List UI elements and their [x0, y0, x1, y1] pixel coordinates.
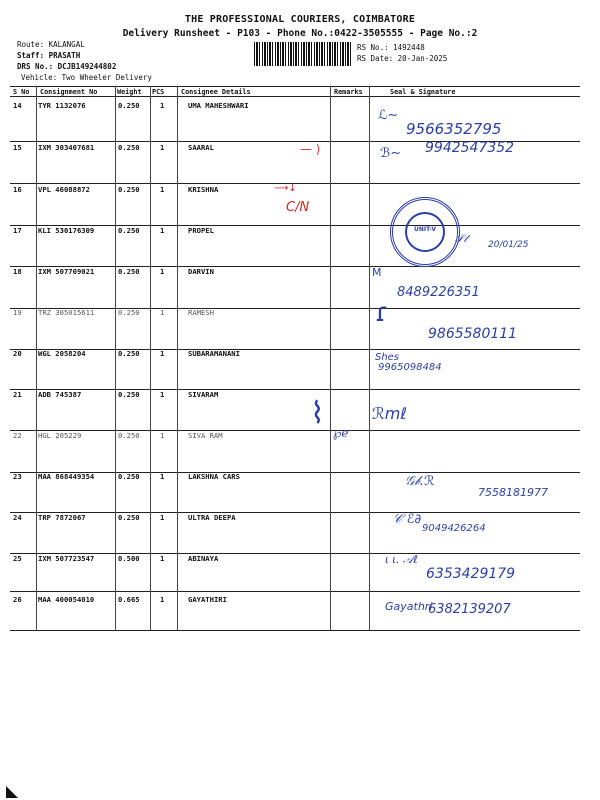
- signature-mark-22: ℘ℯ: [333, 426, 349, 440]
- route-line: [17, 39, 85, 50]
- cell-weight: 0.250: [118, 390, 140, 399]
- cell-sno: 23: [13, 472, 22, 481]
- cell-pcs: 1: [160, 513, 165, 522]
- page-corner-mark: [6, 786, 18, 798]
- cell-pcs: 1: [160, 267, 165, 276]
- signature-mark-18: M: [372, 266, 382, 279]
- col-header-remarks: Remarks: [334, 88, 363, 96]
- handwritten-phone-18: 8489226351: [397, 285, 480, 300]
- cell-consignee: SIVARAM: [188, 390, 219, 399]
- cell-weight: 0.250: [118, 267, 140, 276]
- cell-pcs: 1: [160, 349, 165, 358]
- staff-line: [17, 50, 80, 61]
- handwritten-phone-26: 6382139207: [428, 602, 511, 617]
- cell-consignee: UMA MAHESHWARI: [188, 101, 249, 110]
- handwritten-date-17: 20/01/25: [488, 240, 529, 250]
- rs-date-line: [357, 53, 447, 64]
- cell-consignee: ABINAYA: [188, 554, 219, 563]
- cell-weight: 0.250: [118, 513, 140, 522]
- signature-mark-24: 𝒞 ℰ∂: [393, 512, 422, 527]
- cell-sno: 15: [13, 143, 22, 152]
- cell-consignee: ULTRA DEEPA: [188, 513, 236, 522]
- staff-label: Staff:: [17, 51, 45, 60]
- cell-consignment: IXM 303407681: [38, 143, 95, 152]
- route-label: Route:: [17, 40, 45, 49]
- runsheet-subtitle: Delivery Runsheet - P103 - Phone No.:0422-3505555 - Page No.:2: [122, 28, 478, 39]
- cell-sno: 18: [13, 267, 22, 276]
- signature-curve-21: ⌇: [310, 396, 325, 431]
- cell-weight: 0.665: [118, 595, 140, 604]
- cell-consignee: SAARAL: [188, 143, 214, 152]
- cell-consignee: GAYATHIRI: [188, 595, 227, 604]
- handwritten-phone-23: 7558181977: [478, 486, 548, 499]
- cell-pcs: 1: [160, 226, 165, 235]
- handwritten-name-26: Gayathri: [385, 600, 433, 613]
- cell-consignment: TRZ 305015611: [38, 308, 95, 317]
- signature-mark-25: ι ι. 𝒜ℓ: [385, 553, 418, 566]
- cell-pcs: 1: [160, 185, 165, 194]
- col-header-seal-signature: Seal & Signature: [390, 88, 456, 96]
- cell-weight: 0.500: [118, 554, 140, 563]
- red-arrow-mark: — ⟩: [300, 142, 321, 156]
- cell-pcs: 1: [160, 431, 165, 440]
- cell-consignment: MAA 868449354: [38, 472, 95, 481]
- cell-consignment: MAA 400054010: [38, 595, 95, 604]
- cell-consignee: PROPEL: [188, 226, 214, 235]
- col-header-consignee: Consignee Details: [181, 88, 251, 96]
- cell-consignee: LAKSHNA CARS: [188, 472, 240, 481]
- vehicle-label: Vehicle:: [21, 73, 58, 82]
- cell-consignee: SIVA RAM: [188, 431, 223, 440]
- cell-weight: 0.250: [118, 185, 140, 194]
- drs-line: [17, 61, 116, 72]
- cell-weight: 0.250: [118, 308, 140, 317]
- signature-mark-15: ℬ∼: [380, 146, 402, 161]
- cell-consignee: SUBARAMANANI: [188, 349, 240, 358]
- handwritten-remark-16: C/N: [286, 200, 310, 215]
- route-value: KALANGAL: [48, 40, 85, 49]
- cell-pcs: 1: [160, 308, 165, 317]
- signature-mark-17: 𝒮𝓉: [455, 232, 468, 245]
- col-header-weight: Weight: [117, 88, 142, 96]
- cell-weight: 0.250: [118, 349, 140, 358]
- cell-weight: 0.250: [118, 101, 140, 110]
- cell-weight: 0.250: [118, 226, 140, 235]
- cell-pcs: 1: [160, 390, 165, 399]
- cell-pcs: 1: [160, 101, 165, 110]
- cell-sno: 24: [13, 513, 22, 522]
- drs-value: DCJB149244802: [57, 62, 117, 71]
- cell-consignment: TRP 7872067: [38, 513, 86, 522]
- company-seal-text: UNIT-V: [413, 226, 437, 233]
- cell-consignment: VPL 46088872: [38, 185, 90, 194]
- signature-mark-19: ɾ: [375, 298, 389, 328]
- cell-consignment: KLI 530176309: [38, 226, 95, 235]
- cell-consignee: RAMESH: [188, 308, 214, 317]
- cell-consignment: HGL 205229: [38, 431, 82, 440]
- cell-weight: 0.250: [118, 472, 140, 481]
- handwritten-phone-24: 9049426264: [422, 523, 486, 534]
- rs-no-line: [357, 42, 425, 53]
- cell-weight: 0.250: [118, 431, 140, 440]
- handwritten-phone-25: 6353429179: [426, 566, 516, 582]
- col-header-pcs: PCS: [152, 88, 165, 96]
- handwritten-phone-15: 9942547352: [425, 140, 515, 156]
- cell-consignee: KRISHNA: [188, 185, 219, 194]
- vehicle-value: Two Wheeler Delivery: [61, 73, 152, 82]
- cell-pcs: 1: [160, 472, 165, 481]
- cell-consignment: ADB 745387: [38, 390, 82, 399]
- cell-consignment: TYR 1132076: [38, 101, 86, 110]
- red-arrow-down-mark: ⟶↓: [274, 183, 297, 194]
- handwritten-phone-19: 9865580111: [428, 326, 518, 342]
- barcode-image: [254, 42, 351, 66]
- company-seal-stamp: [390, 197, 460, 267]
- handwritten-phone-14: 9566352795: [406, 120, 502, 138]
- runsheet-table: [10, 86, 580, 631]
- cell-sno: 16: [13, 185, 22, 194]
- cell-sno: 19: [13, 308, 22, 317]
- handwritten-phone-20: 9965098484: [378, 362, 442, 373]
- cell-consignee: DARVIN: [188, 267, 214, 276]
- col-header-consignment: Consignment No: [40, 88, 98, 96]
- signature-mark-14: ℒ∼: [378, 108, 399, 123]
- staff-value: PRASATH: [48, 51, 81, 60]
- page-title: THE PROFESSIONAL COURIERS, COIMBATORE: [184, 14, 416, 25]
- col-header-sno: S No: [13, 88, 30, 96]
- cell-sno: 22: [13, 431, 22, 440]
- cell-consignment: WGL 2058204: [38, 349, 86, 358]
- cell-sno: 25: [13, 554, 22, 563]
- cell-pcs: 1: [160, 554, 165, 563]
- cell-sno: 20: [13, 349, 22, 358]
- cell-sno: 21: [13, 390, 22, 399]
- signature-mark-23: 𝒢𝒷.ℛ: [405, 474, 435, 489]
- cell-consignment: IXM 507723547: [38, 554, 95, 563]
- cell-sno: 17: [13, 226, 22, 235]
- rs-date-value: 20-Jan-2025: [397, 54, 448, 63]
- rs-no-label: RS No.:: [357, 43, 389, 52]
- signature-mark-21: ℛmℓ: [372, 404, 407, 423]
- cell-consignment: IXM 507709021: [38, 267, 95, 276]
- cell-pcs: 1: [160, 143, 165, 152]
- drs-label: DRS No.:: [17, 62, 54, 71]
- rs-no-value: 1492448: [393, 43, 425, 52]
- cell-sno: 14: [13, 101, 22, 110]
- vehicle-line: [21, 72, 152, 83]
- rs-date-label: RS Date:: [357, 54, 394, 63]
- signature-mark-20: Shes: [375, 352, 400, 363]
- cell-weight: 0.250: [118, 143, 140, 152]
- cell-sno: 26: [13, 595, 22, 604]
- cell-pcs: 1: [160, 595, 165, 604]
